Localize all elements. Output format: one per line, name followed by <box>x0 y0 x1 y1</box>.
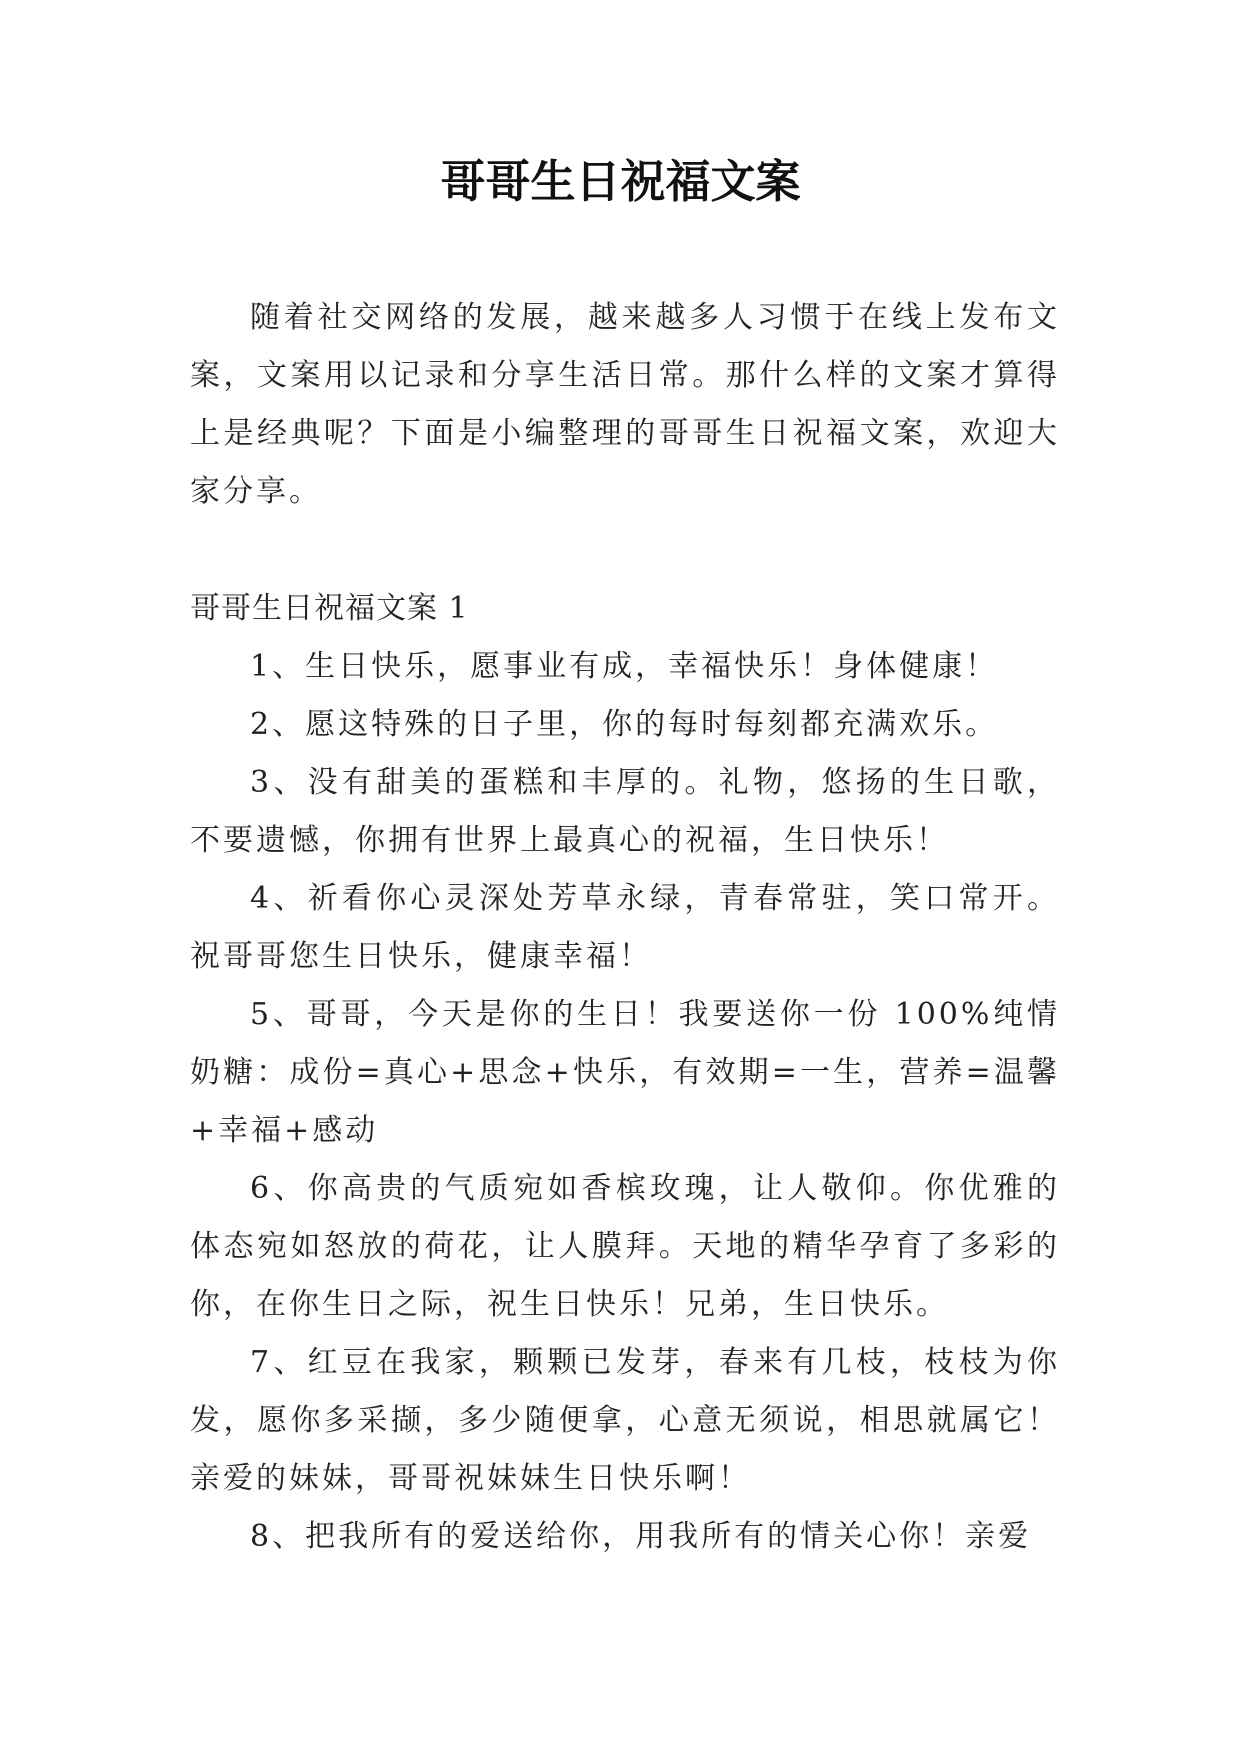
list-item: 2、愿这特殊的日子里，你的每时每刻都充满欢乐。 <box>250 707 999 742</box>
document-title: 哥哥生日祝福文案 <box>440 155 801 208</box>
list-item: 1、生日快乐，愿事业有成，幸福快乐！身体健康！ <box>250 649 999 684</box>
wishes-list <box>190 638 1060 1566</box>
list-item: 5、哥哥，今天是你的生日！我要送你一份 100%纯情奶糖：成份=真心+思念+快乐，有效期=一生，营养=温馨+幸福+感动 <box>190 997 1060 1148</box>
list-item: 3、没有甜美的蛋糕和丰厚的。礼物，悠扬的生日歌，不要遗憾，你拥有世界上最真心的祝福，生日快乐！ <box>190 765 1060 858</box>
intro-section <box>190 289 1060 521</box>
list-item: 7、红豆在我家，颗颗已发芽，春来有几枝，枝枝为你发，愿你多采撷，多少随便拿，心意无须说，相思就属它！亲爱的妹妹，哥哥祝妹妹生日快乐啊！ <box>190 1345 1060 1496</box>
list-item: 8、把我所有的爱送给你，用我所有的情关心你！亲爱 <box>250 1519 1032 1554</box>
intro-paragraph: 随着社交网络的发展，越来越多人习惯于在线上发布文案，文案用以记录和分享生活日常。那什么样的文案才算得上是经典呢？下面是小编整理的哥哥生日祝福文案，欢迎大家分享。 <box>190 300 1060 509</box>
list-item: 6、你高贵的气质宛如香槟玫瑰，让人敬仰。你优雅的体态宛如怒放的荷花，让人膜拜。天地的精华孕育了多彩的你，在你生日之际，祝生日快乐！兄弟，生日快乐。 <box>190 1171 1060 1322</box>
list-item: 4、祈看你心灵深处芳草永绿，青春常驻，笑口常开。祝哥哥您生日快乐，健康幸福！ <box>190 881 1060 974</box>
section-heading: 哥哥生日祝福文案 1 <box>190 591 469 626</box>
